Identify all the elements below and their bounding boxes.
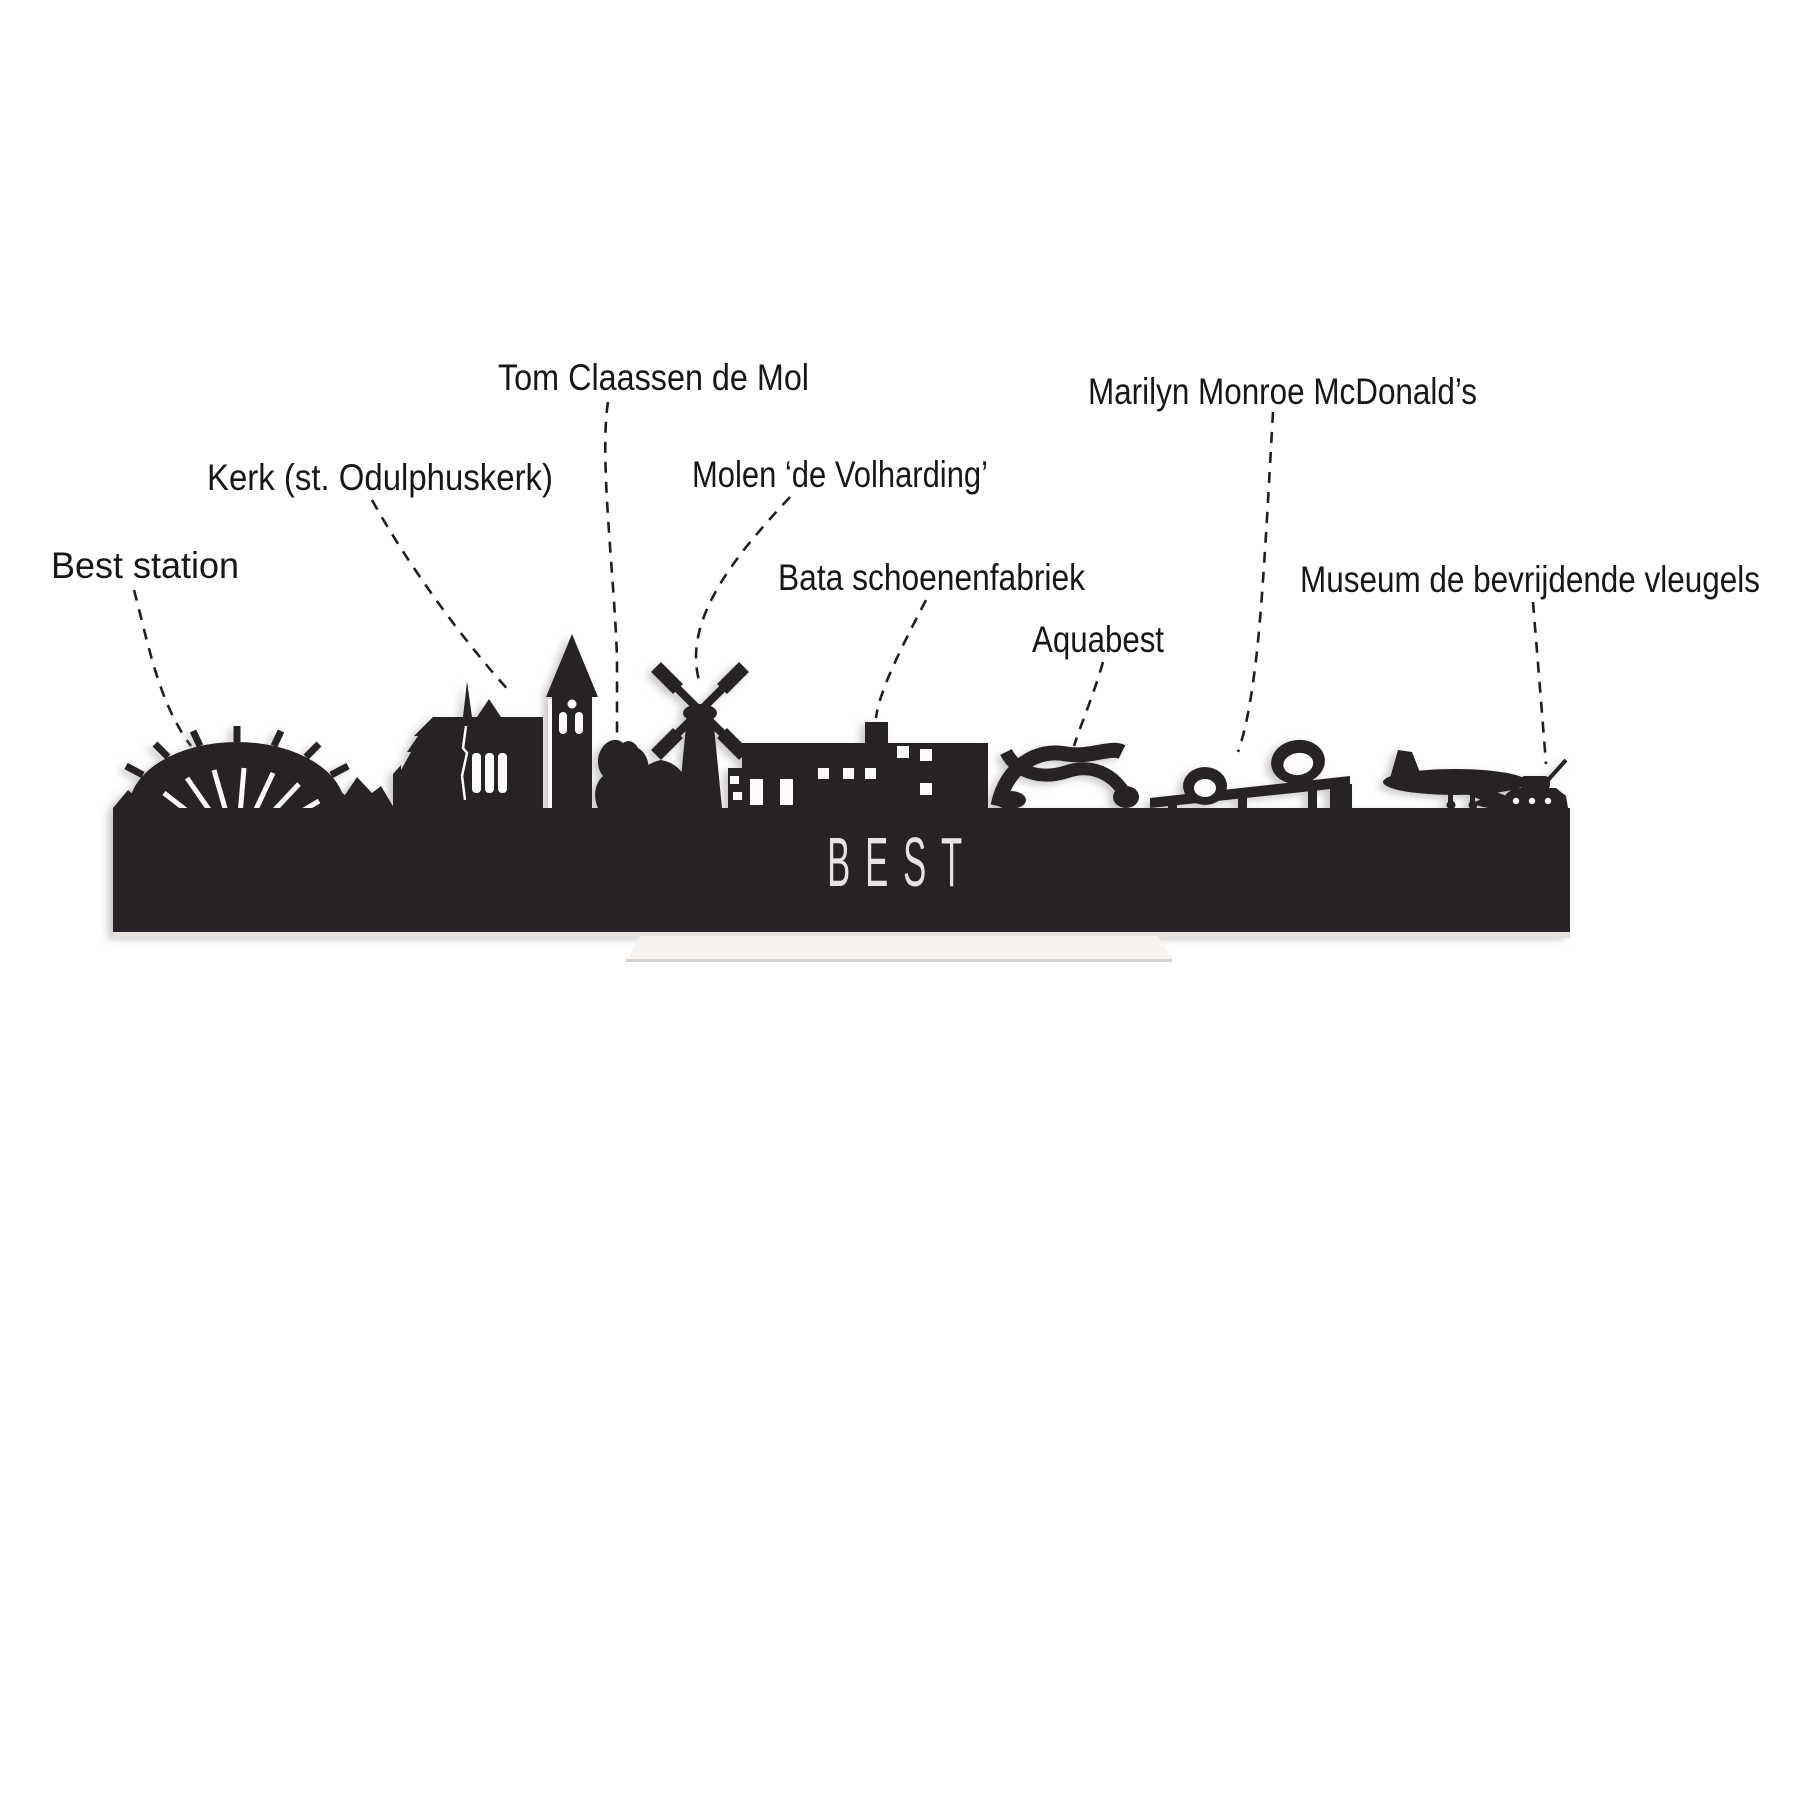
city-name-cutout: BEST	[827, 823, 978, 902]
leader-bata	[876, 600, 926, 718]
factory-window	[897, 746, 909, 758]
factory-roof-tower	[865, 722, 888, 744]
label-bata: Bata schoenenfabriek	[778, 557, 1086, 598]
label-best-station: Best station	[51, 545, 239, 586]
aquabest-slide	[994, 750, 1139, 809]
label-kerk: Kerk (st. Odulphuskerk)	[207, 457, 553, 498]
label-aquabest: Aquabest	[1032, 619, 1165, 660]
factory-window	[920, 783, 932, 795]
factory-window	[843, 768, 854, 779]
windmill-cap	[683, 704, 717, 722]
leader-museum	[1533, 602, 1546, 764]
tank-turret	[1520, 776, 1550, 790]
label-marilyn: Marilyn Monroe McDonald’s	[1088, 371, 1477, 412]
church-spire	[546, 634, 598, 697]
tower-window	[559, 712, 567, 734]
golden-arch	[1183, 767, 1227, 805]
leader-kerk	[372, 500, 512, 694]
church-st-odulphuskerk	[393, 634, 598, 808]
factory-window	[920, 749, 932, 761]
factory-window	[865, 768, 876, 779]
leader-marilyn	[1238, 412, 1273, 752]
display-stand	[626, 936, 1172, 959]
skyline-silhouette	[113, 634, 1570, 936]
factory-window	[818, 768, 829, 779]
bata-factory	[742, 722, 988, 808]
church-tower	[552, 695, 592, 808]
mcdonalds	[1150, 736, 1352, 808]
church-tower-gap	[548, 699, 552, 808]
mcdonalds-roof	[1150, 776, 1350, 808]
leader-aquabest	[1074, 662, 1103, 746]
label-tom-claassen: Tom Claassen de Mol	[498, 357, 809, 398]
factory-window	[750, 779, 763, 805]
callout-labels	[51, 357, 1760, 660]
stand-group	[113, 932, 1570, 962]
factory-window	[780, 779, 793, 805]
church-gable	[477, 699, 501, 717]
tank-barrel	[1548, 760, 1566, 780]
leader-molen	[696, 497, 790, 684]
leader-best-station	[134, 590, 191, 746]
leader-tom-claassen	[605, 402, 617, 736]
church-pinnacle	[463, 681, 472, 717]
windmill-de-volharding	[628, 667, 744, 808]
tower-round-window	[568, 700, 577, 709]
label-molen: Molen ‘de Volharding’	[692, 454, 988, 495]
church-window	[498, 753, 507, 793]
label-museum: Museum de bevrijdende vleugels	[1300, 559, 1760, 600]
tower-window	[575, 712, 583, 734]
church-window	[472, 753, 481, 793]
church-window	[485, 753, 494, 793]
